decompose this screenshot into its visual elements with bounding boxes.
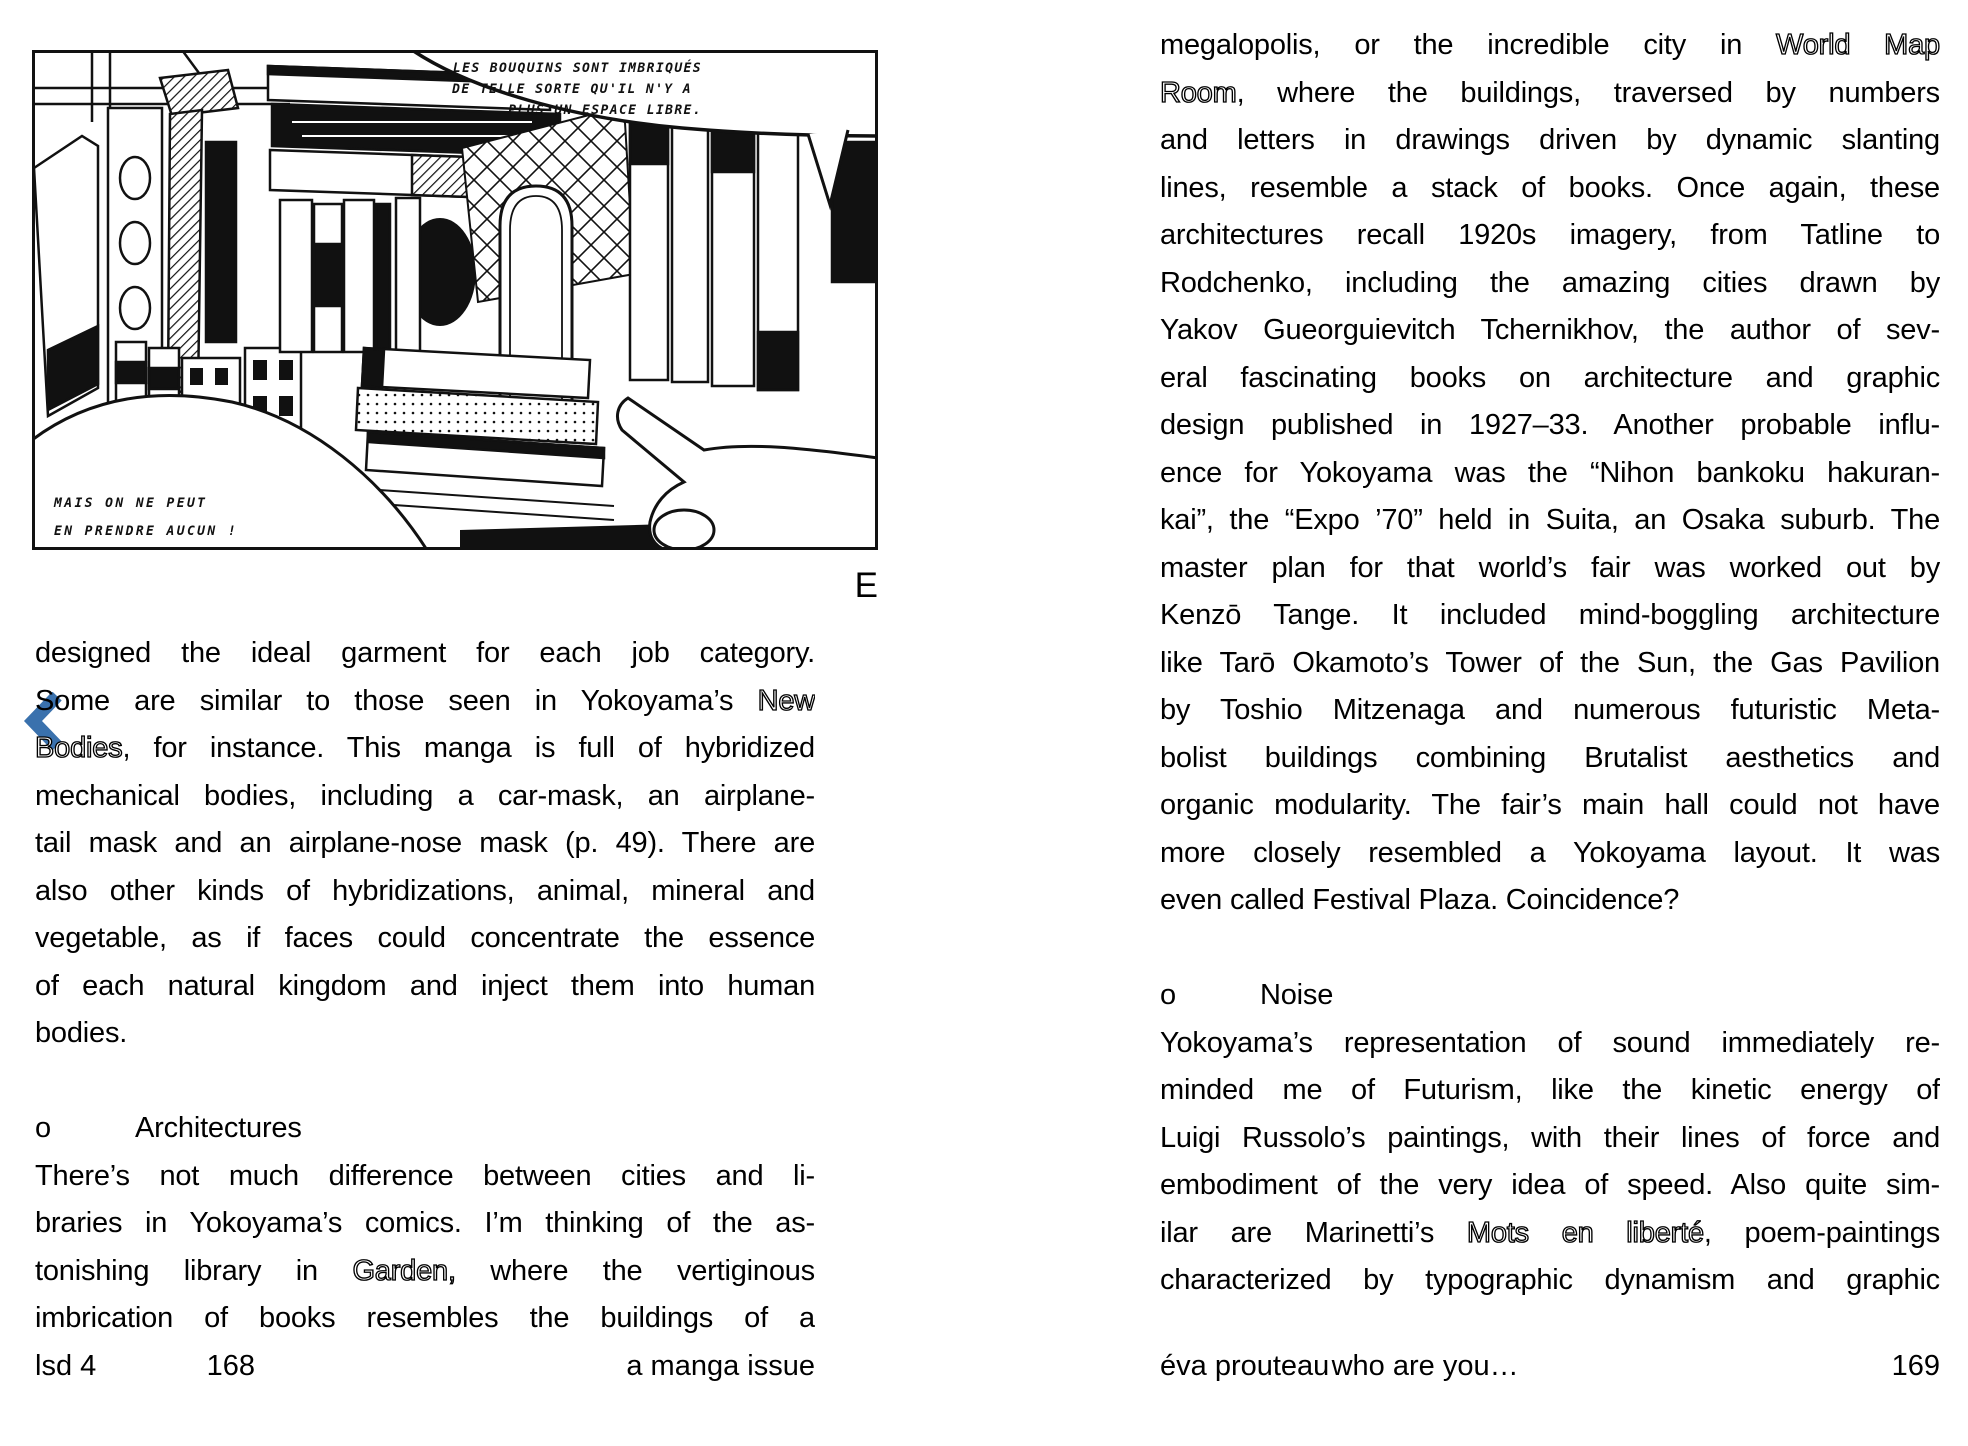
text-segment: bodies. — [35, 1017, 128, 1049]
text-segment: imbrication of books resembles the buildings of a — [35, 1302, 815, 1334]
text-segment: eral fascinating books on architecture and graphic — [1160, 361, 1940, 394]
text-segment: Rodchenko, including the amazing cities drawn by — [1160, 266, 1940, 299]
page-number-left: 168 — [206, 1350, 255, 1382]
author-name: éva prouteau — [1160, 1350, 1330, 1382]
text-segment: by Toshio Mitzenaga and numerous futuristic Meta- — [1160, 694, 1940, 726]
running-title-left: lsd 4 — [35, 1350, 97, 1382]
text-line — [1160, 117, 1940, 165]
text-line — [1160, 1210, 1940, 1258]
text-segment: even called Festival Plaza. Coincidence? — [1160, 884, 1680, 916]
text-segment: There’s not much difference between cities and li- — [35, 1159, 815, 1192]
text-line — [1160, 450, 1940, 498]
text-line — [1160, 782, 1940, 830]
text-segment: master plan for that world’s fair was worked out by — [1160, 551, 1940, 584]
text-line — [1160, 497, 1940, 545]
section-title-left: a manga issue — [626, 1350, 815, 1382]
text-segment: , where the buildings, traversed by numbers — [1236, 76, 1940, 109]
text-segment: tonishing library in — [35, 1254, 353, 1287]
text-segment: design published in 1927–33. Another probable influ- — [1160, 409, 1940, 441]
text-segment: ence for Yokoyama was the “Nihon bankoku hakuran- — [1160, 456, 1940, 489]
left-footer — [35, 1343, 815, 1391]
text-line — [35, 1200, 815, 1248]
text-line — [35, 1248, 815, 1296]
text-segment: Kenzō Tange. It included mind-boggling architecture — [1160, 599, 1940, 631]
outlined-title: Bodies — [35, 732, 123, 764]
text-segment: Yokoyama’s representation of sound immediately re- — [1160, 1026, 1940, 1059]
text-line — [1160, 877, 1940, 925]
text-line — [1160, 70, 1940, 118]
text-line — [1160, 592, 1940, 640]
text-line — [1160, 830, 1940, 878]
section-heading — [35, 1105, 815, 1153]
bubble-top-line-2: DE TELLE SORTE QU'IL N'Y A — [452, 82, 692, 97]
text-segment: organic modularity. The fair’s main hall could not have — [1160, 789, 1940, 821]
text-segment: embodiment of the very idea of speed. Also quite sim- — [1160, 1169, 1940, 1201]
blank-line — [1160, 925, 1940, 973]
text-segment: vegetable, as if faces could concentrate the essence — [35, 922, 815, 954]
manga-panel-illustration — [32, 50, 878, 550]
bubble-top-line-1: LES BOUQUINS SONT IMBRIQUÉS — [452, 61, 702, 76]
text-segment: more closely resembled a Yokoyama layout. It was — [1160, 836, 1940, 869]
text-line — [35, 963, 815, 1011]
text-segment: bolist buildings combining Brutalist aesthetics and — [1160, 741, 1940, 774]
text-segment: braries in Yokoyama’s comics. I’m thinking of the as- — [35, 1207, 815, 1239]
bubble-top-line-3: PLUS UN ESPACE LIBRE. — [508, 103, 702, 118]
text-line — [1160, 1067, 1940, 1115]
left-text-column — [35, 630, 815, 1343]
text-line — [1160, 212, 1940, 260]
right-text-column — [1160, 22, 1940, 1305]
text-segment: architectures recall 1920s imagery, from Tatline to — [1160, 219, 1940, 251]
text-segment: like Tarō Okamoto’s Tower of the Sun, the Gas Pavilion — [1160, 646, 1940, 679]
text-line — [35, 1153, 815, 1201]
text-line — [35, 630, 815, 678]
heading-label: Architectures — [135, 1112, 302, 1144]
text-segment: of each natural kingdom and inject them into human — [35, 969, 815, 1002]
panel-label: E — [854, 566, 878, 605]
heading-bullet: o — [35, 1112, 51, 1144]
text-segment: ilar are Marinetti’s — [1160, 1216, 1467, 1249]
page-number-right: 169 — [1891, 1350, 1940, 1382]
text-line — [1160, 640, 1940, 688]
text-line — [1160, 260, 1940, 308]
text-segment: , poem-paintings — [1703, 1216, 1940, 1249]
text-line — [1160, 307, 1940, 355]
bubble-bottom-line-1: MAIS ON NE PEUT — [54, 496, 208, 511]
text-segment: Luigi Russolo’s paintings, with their lines of force and — [1160, 1121, 1940, 1154]
text-segment: Some are similar to those seen in Yokoyama’s — [35, 684, 758, 717]
text-segment: kai”, the “Expo ’70” held in Suita, an Osaka suburb. The — [1160, 504, 1940, 536]
text-line — [1160, 1162, 1940, 1210]
text-line — [35, 820, 815, 868]
article-title: who are you… — [1331, 1350, 1519, 1382]
text-line — [1160, 402, 1940, 450]
right-footer — [1160, 1343, 1940, 1391]
heading-label: Noise — [1260, 979, 1334, 1011]
text-line — [35, 1295, 815, 1343]
blank-line — [35, 1058, 815, 1106]
text-line — [1160, 1257, 1940, 1305]
text-line — [35, 868, 815, 916]
text-line — [1160, 545, 1940, 593]
text-line — [1160, 165, 1940, 213]
section-heading — [1160, 972, 1940, 1020]
heading-bullet: o — [1160, 979, 1176, 1011]
text-segment: where the vertiginous — [455, 1254, 815, 1287]
outlined-title: Room — [1160, 76, 1237, 109]
outlined-title: Mots en liberté — [1466, 1216, 1704, 1249]
text-line — [35, 1010, 815, 1058]
text-line — [1160, 687, 1940, 735]
text-line — [35, 725, 815, 773]
text-segment: megalopolis, or the incredible city in — [1160, 29, 1777, 61]
text-segment: tail mask and an airplane-nose mask (p. 49). There are — [35, 827, 815, 859]
text-segment: and letters in drawings driven by dynamic slanting — [1160, 124, 1940, 156]
text-line — [1160, 355, 1940, 403]
text-segment: designed the ideal garment for each job category. — [35, 637, 815, 669]
text-segment: lines, resemble a stack of books. Once again, these — [1160, 171, 1940, 204]
text-segment: , for instance. This manga is full of hybridized — [122, 732, 815, 764]
text-line — [1160, 735, 1940, 783]
text-line — [35, 773, 815, 821]
text-line — [35, 678, 815, 726]
bubble-bottom-line-2: EN PRENDRE AUCUN ! — [54, 524, 239, 539]
text-line — [1160, 22, 1940, 70]
outlined-title: New — [757, 684, 815, 717]
text-line — [1160, 1020, 1940, 1068]
text-segment: minded me of Futurism, like the kinetic energy of — [1160, 1074, 1940, 1106]
text-line — [35, 915, 815, 963]
manga-panel — [32, 50, 878, 550]
text-line — [1160, 1115, 1940, 1163]
text-segment: Yakov Gueorguievitch Tchernikhov, the author of sev- — [1160, 314, 1940, 346]
text-segment: also other kinds of hybridizations, animal, mineral and — [35, 874, 815, 907]
outlined-title: Garden, — [352, 1254, 456, 1287]
text-segment: characterized by typographic dynamism and graphic — [1160, 1264, 1940, 1296]
outlined-title: World Map — [1776, 29, 1940, 61]
text-segment: mechanical bodies, including a car-mask, an airplane- — [35, 779, 815, 812]
pointing-hand — [617, 398, 878, 550]
